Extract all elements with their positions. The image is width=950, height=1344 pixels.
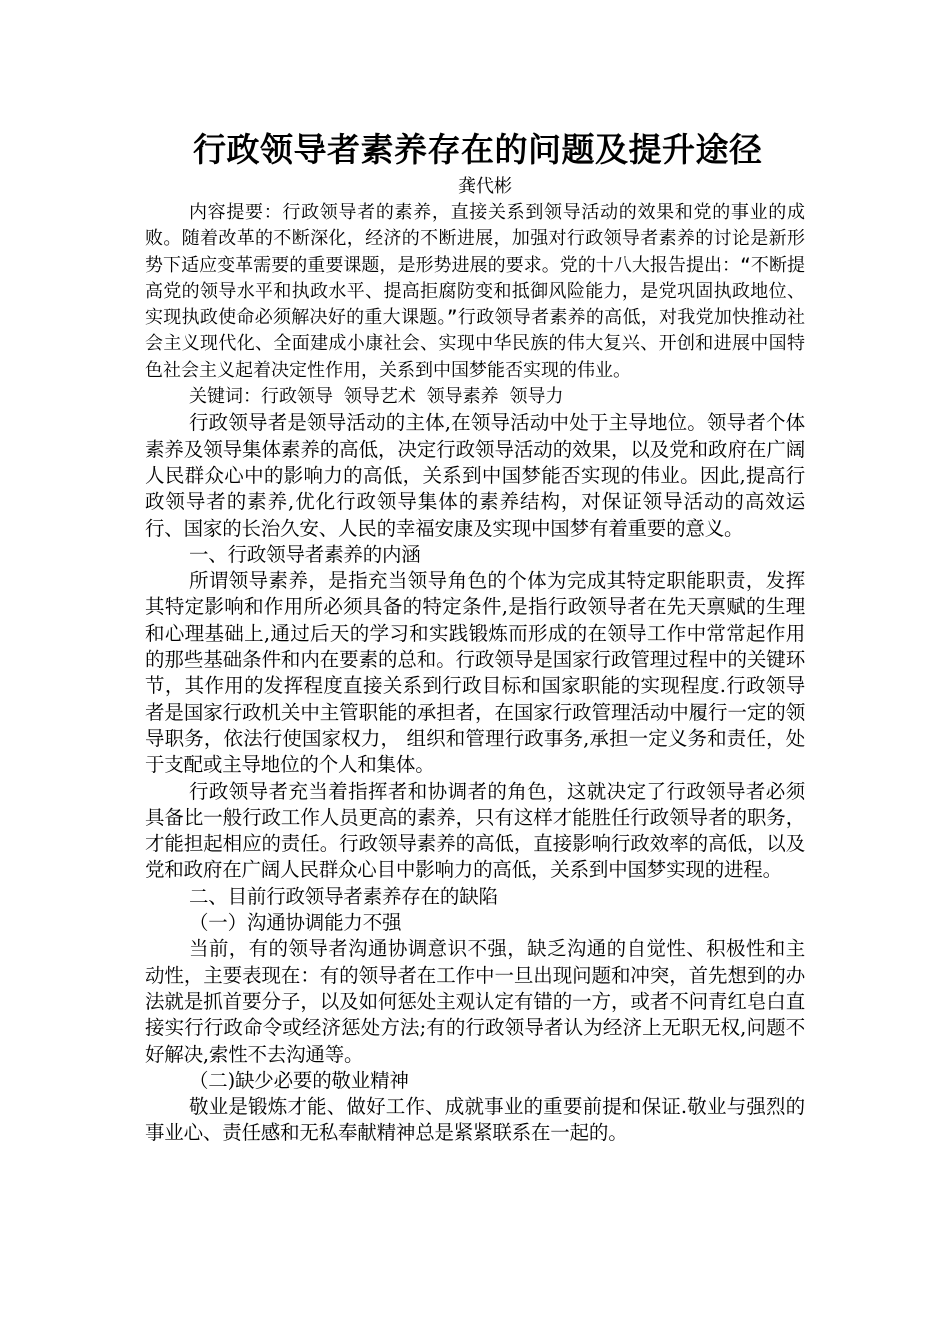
body-paragraph: 行政领导者充当着指挥者和协调者的角色，这就决定了行政领导者必须具备比一般行政工作人员更高的素养，只有这样才能胜任行政领导者的职务，才能担起相应的责任。行政领导素养的高低，直接影响行政效率的高低，以及党和政府在广阔人民群众心目中影响力的高低，关系到中国梦实现的进程。 bbox=[145, 779, 805, 882]
author-name: 龚代彬 bbox=[458, 176, 512, 197]
body-paragraph: 所谓领导素养，是指充当领导角色的个体为完成其特定职能职责，发挥其特定影响和作用所必须具备的特定条件,是指行政领导者在先天禀赋的生理和心理基础上,通过后天的学习和实践锻炼而形成的在领导工作中常常起作用的那些基础条件和内在要素的总和。行政领导是国家行政管理过程中的关键环节，其作用的发挥程度直接关系到行政目标和国家职能的实现程度.行政领导者是国家行政机关中主管职能的承担者，在国家行政管理活动中履行一定的领导职务，依法行使国家权力， 组织和管理行政事务,承担一定义务和责任，处于支配或主导地位的个人和集体。 bbox=[145, 569, 805, 777]
body-paragraph: 敬业是锻炼才能、做好工作、成就事业的重要前提和保证.敬业与强烈的事业心、责任感和无私奉献精神总是紧紧联系在一起的。 bbox=[145, 1095, 805, 1145]
abstract-section bbox=[145, 200, 805, 384]
body-text bbox=[145, 410, 805, 1146]
subsection-heading: （二)缺少必要的敬业精神 bbox=[189, 1068, 409, 1092]
section-heading: 一、行政领导者素养的内涵 bbox=[189, 542, 421, 566]
document-page bbox=[145, 126, 805, 1147]
body-paragraph: 行政领导者是领导活动的主体,在领导活动中处于主导地位。领导者个体素养及领导集体素养的高低，决定行政领导活动的效果，以及党和政府在广阔人民群众心中的影响力的高低，关系到中国梦能否实现的伟业。因此,提高行政领导者的素养,优化行政领导集体的素养结构，对保证领导活动的高效运行、国家的长治久安、人民的幸福安康及实现中国梦有着重要的意义。 bbox=[145, 411, 805, 540]
abstract-text: 内容提要：行政领导者的素养，直接关系到领导活动的效果和党的事业的成败。随着改革的不断深化，经济的不断进展，加强对行政领导者素养的讨论是新形势下适应变革需要的重要课题，是形势进展的要求。党的十八大报告提出：“不断提高党的领导水平和执政水平、提高拒腐防变和抵御风险能力，是党巩固执政地位、实现执政使命必须解决好的重大课题。”行政领导者素养的高低，对我党加快推动社会主义现代化、全面建成小康社会、实现中华民族的伟大复兴、开创和进展中国特色社会主义起着决定性作用，关系到中国梦能否实现的伟业。 bbox=[145, 202, 805, 381]
subsection-heading: （一）沟通协调能力不强 bbox=[189, 911, 402, 935]
section-heading: 二、目前行政领导者素养存在的缺陷 bbox=[189, 884, 498, 908]
document-title: 行政领导者素养存在的问题及提升途径 bbox=[193, 130, 763, 169]
body-paragraph: 当前，有的领导者沟通协调意识不强，缺乏沟通的自觉性、积极性和主动性，主要表现在：有的领导者在工作中一旦出现问题和冲突，首先想到的办法就是抓首要分子，以及如何惩处主观认定有错的一方，或者不问青红皂白直接实行行政命令或经济惩处方法;有的行政领导者认为经济上无职无权,问题不好解决,索性不去沟通等。 bbox=[145, 937, 805, 1066]
keywords-line: 关键词：行政领导 领导艺术 领导素养 领导力 bbox=[189, 386, 564, 408]
